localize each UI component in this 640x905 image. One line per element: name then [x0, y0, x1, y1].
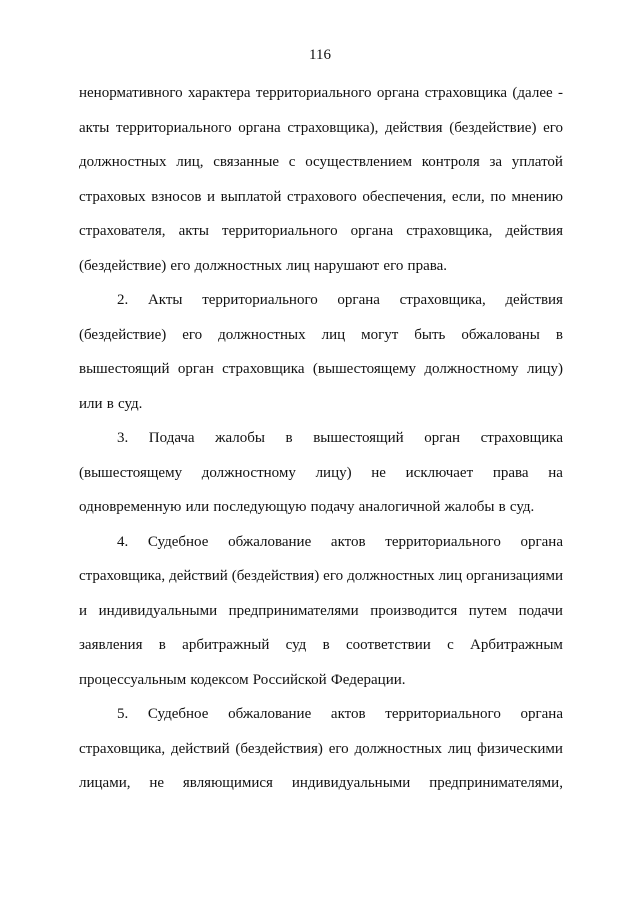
- word: права.: [407, 257, 448, 274]
- word: территориального: [385, 706, 501, 722]
- word: подачу: [310, 499, 355, 515]
- word: быть: [414, 326, 446, 343]
- word: должностных: [354, 740, 442, 757]
- word: процессуальным: [79, 671, 187, 688]
- word: страховых: [79, 188, 146, 205]
- word: (бездействие): [79, 326, 167, 343]
- word: в: [285, 430, 293, 446]
- word: осуществлением: [305, 154, 413, 170]
- word: если,: [451, 188, 485, 205]
- word: страховщика),: [287, 119, 379, 136]
- word: производится: [370, 602, 458, 619]
- paragraph-continuation: [79, 76, 563, 283]
- text-line: [79, 490, 563, 525]
- word: страховщика,: [406, 223, 493, 239]
- word: (бездействия): [235, 740, 323, 757]
- text-line: [79, 697, 563, 732]
- word: Федерации.: [330, 671, 406, 688]
- text-line: [79, 663, 563, 698]
- word: должностных: [218, 326, 306, 343]
- word: жалобы: [215, 430, 265, 446]
- word: заявления: [79, 637, 143, 653]
- text-line: [79, 214, 563, 249]
- word: действия: [505, 223, 563, 239]
- word: его: [170, 257, 191, 274]
- paragraph-item-3: [79, 421, 563, 525]
- word: контроля: [421, 154, 480, 170]
- word: или: [79, 395, 103, 412]
- word: в: [158, 637, 166, 653]
- word: 3.: [117, 430, 129, 446]
- word: территориального: [385, 533, 501, 550]
- word: его: [182, 326, 203, 343]
- word: по: [490, 188, 506, 205]
- word: подачи: [518, 602, 563, 619]
- word: его: [328, 740, 349, 757]
- word: индивидуальными: [98, 602, 218, 619]
- text-line: [79, 628, 563, 663]
- word: должностных: [347, 568, 435, 584]
- word: действия: [505, 292, 563, 308]
- word: органа: [350, 223, 394, 239]
- text-line: [79, 525, 563, 560]
- word: уплатой: [511, 154, 563, 170]
- word: лиц,: [176, 154, 204, 170]
- word: на: [548, 464, 563, 481]
- word: лиц: [321, 326, 346, 343]
- word: органа: [520, 706, 563, 722]
- word: его: [323, 568, 344, 584]
- word: должностному: [424, 361, 519, 377]
- word: его: [543, 119, 563, 136]
- word: акты: [178, 223, 209, 239]
- word: лиц: [286, 257, 310, 274]
- word: арбитражный: [182, 637, 270, 653]
- word: вышестоящий: [313, 430, 404, 446]
- paragraph-item-4: [79, 525, 563, 698]
- word: территориального: [222, 223, 338, 239]
- word: суд: [285, 637, 307, 653]
- word: вышестоящий: [79, 361, 170, 377]
- word: органа: [376, 85, 420, 101]
- word: (бездействия): [231, 568, 320, 584]
- word: Судебное: [147, 533, 209, 550]
- word: Акты: [147, 292, 183, 308]
- word: должностных: [194, 257, 283, 274]
- word: суд.: [118, 395, 143, 412]
- text-line: [79, 421, 563, 456]
- word: страховщика,: [399, 292, 486, 308]
- word: индивидуальными: [291, 775, 411, 791]
- word: права: [492, 464, 529, 481]
- word: кодексом: [190, 671, 249, 688]
- word: акты: [79, 119, 110, 136]
- word: действий: [170, 740, 230, 757]
- word: обжалование: [228, 706, 312, 722]
- word: жалобы: [444, 499, 495, 515]
- text-line: [79, 249, 563, 284]
- word: мнению: [511, 188, 563, 205]
- word: лиц: [447, 740, 472, 757]
- page-number: 116: [309, 47, 331, 63]
- word: выплатой: [220, 188, 282, 205]
- word: территориального: [202, 292, 318, 308]
- word: путем: [468, 602, 508, 619]
- word: орган: [177, 361, 214, 377]
- word: с: [447, 637, 454, 653]
- word: лиц: [438, 568, 463, 584]
- word: предпринимателями: [228, 602, 359, 619]
- word: страховщика: [480, 430, 563, 446]
- word: (вышестоящему: [79, 464, 183, 481]
- word: нарушают: [313, 257, 380, 274]
- word: одновременную: [79, 499, 182, 515]
- word: 5.: [117, 706, 129, 722]
- word: действий: [169, 568, 228, 584]
- word: лицами,: [79, 775, 131, 791]
- word: аналогичной: [358, 499, 441, 515]
- word: характера: [187, 85, 251, 101]
- text-line: [79, 766, 563, 801]
- word: являющимися: [182, 775, 273, 791]
- word: Подача: [148, 430, 195, 446]
- text-line: [79, 732, 563, 767]
- word: страхового: [287, 188, 357, 205]
- word: в: [555, 326, 563, 343]
- word: лицу): [526, 361, 563, 377]
- word: должностных: [79, 154, 167, 170]
- word: предпринимателями,: [429, 775, 563, 791]
- word: с: [288, 154, 296, 170]
- word: действия: [385, 119, 443, 136]
- word: ненормативного: [79, 85, 183, 101]
- word: страховщика,: [79, 568, 166, 584]
- word: последующую: [213, 499, 307, 515]
- word: органа: [238, 119, 281, 136]
- word: могут: [361, 326, 399, 343]
- word: Арбитражным: [470, 637, 563, 653]
- text-line: [79, 145, 563, 180]
- word: актов: [330, 706, 366, 722]
- word: должностному: [201, 464, 296, 481]
- word: (бездействие): [79, 257, 167, 274]
- word: орган: [424, 430, 461, 446]
- word: в: [498, 499, 506, 515]
- word: страховщика: [222, 361, 305, 377]
- word: за: [489, 154, 503, 170]
- word: его: [383, 257, 404, 274]
- word: физическими: [477, 740, 563, 757]
- word: не: [371, 464, 386, 481]
- word: взносов: [151, 188, 202, 205]
- paragraph-item-2: [79, 283, 563, 421]
- word: территориального: [116, 119, 232, 136]
- word: страхователя,: [79, 223, 166, 239]
- word: и: [207, 188, 216, 205]
- word: и: [79, 602, 88, 619]
- word: (далее: [512, 85, 553, 101]
- word: не: [149, 775, 165, 791]
- word: 2.: [117, 292, 129, 308]
- text-line: [79, 352, 563, 387]
- text-line: [79, 111, 563, 146]
- text-line: [79, 594, 563, 629]
- text-line: [79, 387, 563, 422]
- text-line: [79, 180, 563, 215]
- word: соответствии: [346, 637, 431, 653]
- word: территориального: [255, 85, 372, 101]
- text-line: [79, 456, 563, 491]
- word: организациями: [466, 568, 563, 584]
- word: страховщика,: [79, 740, 166, 757]
- word: исключает: [405, 464, 474, 481]
- document-body: [79, 76, 563, 801]
- word: органа: [520, 533, 563, 550]
- word: -: [558, 85, 563, 101]
- word: актов: [330, 533, 366, 550]
- text-line: [79, 318, 563, 353]
- word: обжалованы: [461, 326, 540, 343]
- word: органа: [337, 292, 380, 308]
- word: в: [106, 395, 114, 412]
- word: (бездействие): [449, 119, 537, 136]
- word: в: [322, 637, 330, 653]
- word: (вышестоящему: [312, 361, 416, 377]
- word: Российской: [252, 671, 327, 688]
- text-line: [79, 76, 563, 111]
- word: связанные: [213, 154, 280, 170]
- word: страховщика: [424, 85, 508, 101]
- text-line: [79, 559, 563, 594]
- word: суд.: [509, 499, 535, 515]
- paragraph-item-5: [79, 697, 563, 801]
- text-line: [79, 283, 563, 318]
- word: или: [185, 499, 210, 515]
- word: обеспечения,: [362, 188, 447, 205]
- word: обжалование: [228, 533, 312, 550]
- word: Судебное: [147, 706, 209, 722]
- word: лицу): [315, 464, 352, 481]
- word: 4.: [117, 533, 129, 550]
